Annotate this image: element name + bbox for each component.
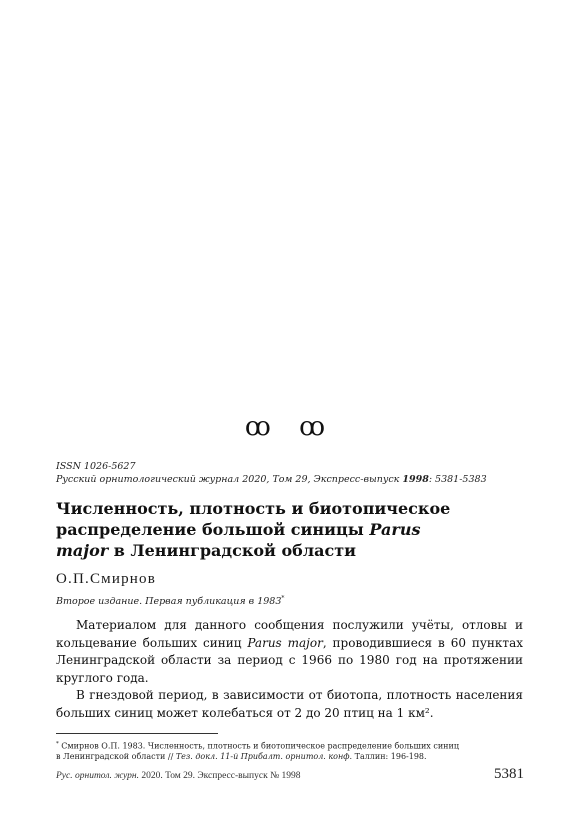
title-species: Parus major bbox=[56, 520, 421, 560]
footnote bbox=[56, 739, 526, 763]
footnote-text-2b: Таллин: 196-198. bbox=[352, 752, 427, 762]
footnote-source: Тез. докл. 11-й Прибалт. орнитол. конф. bbox=[175, 752, 353, 762]
ornament-left-icon: ꝏ bbox=[244, 412, 281, 442]
article-title bbox=[56, 498, 456, 561]
edition-text: Второе издание. Первая публикация в 1983 bbox=[56, 596, 282, 608]
issn: ISSN 1026-5627 bbox=[56, 461, 136, 472]
issue-number: 1998 bbox=[402, 474, 429, 485]
footer-citation bbox=[56, 771, 301, 781]
p1-text-a: Материалом для данного сообщения послужили учёты, отловы и кольцевание больших синиц bbox=[56, 618, 523, 650]
ornament-right-icon: ꝏ bbox=[299, 412, 336, 442]
ornament-divider bbox=[0, 412, 580, 442]
article-body bbox=[56, 617, 523, 722]
footnote-text-2a: в Ленинградской области // bbox=[56, 752, 176, 762]
edition-note bbox=[56, 595, 284, 607]
paragraph-2: В гнездовой период, в зависимости от биотопа, плотность населения больших синиц может колебаться от 2 до 20 птиц на 1 км². bbox=[56, 688, 523, 720]
page-range: : 5381-5383 bbox=[428, 474, 487, 485]
footnote-text-1: Смирнов О.П. 1983. Численность, плотность и биотопическое распределение больших синиц bbox=[58, 741, 459, 751]
paragraph-1 bbox=[56, 617, 523, 687]
footnote-line-1 bbox=[56, 739, 526, 752]
author-name: О.П.Смирнов bbox=[56, 571, 156, 587]
footer-journal-abbr: Рус. орнитол. журн. bbox=[56, 771, 139, 781]
title-part-2: в Ленинградской области bbox=[108, 541, 357, 560]
page-number: 5381 bbox=[494, 766, 524, 782]
p1-species: Parus major bbox=[247, 635, 323, 650]
p1-text-b: , проводившиеся в 60 пунктах Ленинградской области за период с 1966 по 1980 год на протяжении круглого года. bbox=[56, 635, 523, 685]
footer-issue: 2020. Том 29. Экспресс-выпуск № 1998 bbox=[138, 771, 301, 781]
journal-citation bbox=[56, 474, 526, 485]
footnote-ref[interactable]: * bbox=[281, 595, 285, 602]
journal-citation-text: Русский орнитологический журнал 2020, Том 29, Экспресс-выпуск bbox=[56, 474, 403, 485]
title-part-1: Численность, плотность и биотопическое распределение большой синицы bbox=[56, 499, 451, 539]
footnote-marker: * bbox=[56, 741, 59, 747]
footnote-divider bbox=[56, 733, 218, 734]
footnote-line-2 bbox=[56, 752, 526, 763]
